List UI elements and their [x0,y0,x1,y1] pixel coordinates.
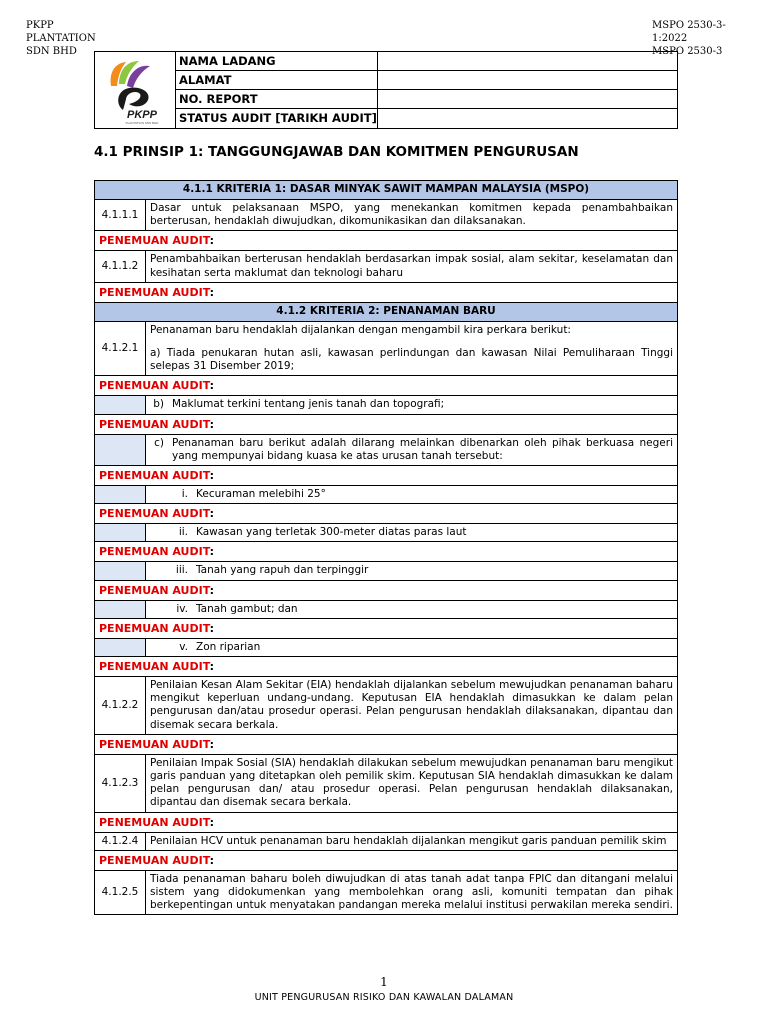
item-text: Kecuraman melebihi 25° [196,488,326,501]
audit-info-table [94,51,678,129]
standard-line-1: MSPO 2530-3- [652,20,726,31]
finding-label: PENEMUAN AUDIT [99,583,210,597]
audit-status-value [377,109,677,128]
criteria-row [95,181,678,200]
finding-row [95,466,678,486]
finding-cell [95,376,678,396]
address-label: ALAMAT [175,71,377,90]
finding-cell [95,580,678,600]
clause-code: 4.1.2.1 [95,321,146,376]
item-marker: c) [154,436,164,449]
info-labels [175,52,378,128]
finding-label: PENEMUAN AUDIT [99,285,210,299]
finding-cell [95,282,678,302]
finding-row [95,580,678,600]
finding-row [95,376,678,396]
finding-row [95,231,678,251]
pkpp-logo [95,52,175,128]
clause-text [146,562,678,580]
clause-row [95,321,678,376]
company-line-3: SDN BHD [26,46,77,57]
clause-code: 4.1.2.4 [95,832,146,850]
clause-text [146,486,678,504]
clause-code [95,396,146,414]
standard-line-3: MSPO 2530-3 [652,46,723,57]
criteria-heading: 4.1.2 KRITERIA 2: PENANAMAN BARU [95,302,678,321]
item-text: Maklumat terkini tentang jenis tanah dan topografi; [172,398,445,411]
clause-text [146,396,678,414]
clause-text [146,524,678,542]
clause-row [95,638,678,656]
finding-cell [95,618,678,638]
clause-row [95,251,678,282]
finding-label: PENEMUAN AUDIT [99,507,210,521]
finding-cell [95,812,678,832]
finding-label: PENEMUAN AUDIT [99,815,210,829]
finding-colon: : [209,468,215,482]
finding-colon: : [209,507,215,521]
clause-intro: Penanaman baru hendaklah dijalankan dengan mengambil kira perkara berikut: [150,323,571,336]
item-marker: b) [153,398,164,411]
clause-text: Penilaian Kesan Alam Sekitar (EIA) hendaklah dijalankan sebelum mewujudkan penanaman baharu mengikut keperluan undang-undang. Keputusan EIA hendaklah dimasukkan ke dalam pelan pengurusan dan/atau prosedur operasi. Pelan pengurusan hendaklah dilaksanakan, dipantau dan disemak secara berkala. [146,677,678,735]
finding-cell [95,850,678,870]
finding-cell [95,231,678,251]
finding-colon: : [209,583,215,597]
item-text: Zon riparian [196,640,261,653]
finding-colon: : [209,234,215,248]
clause-row [95,524,678,542]
clause-row [95,396,678,414]
clause-text [146,321,678,376]
clause-text: Dasar untuk pelaksanaan MSPO, yang menekankan komitmen kepada penambahbaikan berterusan, hendaklah diwujudkan, dikomunikasikan dan dilaksanakan. [146,200,678,231]
clause-code: 4.1.1.2 [95,251,146,282]
clause-row [95,486,678,504]
clause-code [95,486,146,504]
finding-row [95,734,678,754]
clause-row [95,200,678,231]
info-values [377,52,677,128]
item-marker: iii. [175,564,188,577]
finding-cell [95,734,678,754]
clause-code [95,600,146,618]
clause-text [146,638,678,656]
clause-row [95,754,678,812]
clause-code [95,638,146,656]
logo-text: PKPP [127,109,157,121]
finding-label: PENEMUAN AUDIT [99,468,210,482]
clause-code: 4.1.2.5 [95,870,146,915]
finding-cell [95,657,678,677]
paragraph-gap [150,337,673,347]
clause-item-a: a) Tiada penukaran hutan asli, kawasan perlindungan dan kawasan Nilai Pemuliharaan Tinggi selepas 31 Disember 2019; [150,347,673,373]
audit-checklist-table [94,180,678,915]
logo-cell [95,52,176,128]
finding-colon: : [209,815,215,829]
item-marker: ii. [178,526,188,539]
clause-code [95,434,146,465]
finding-label: PENEMUAN AUDIT [99,737,210,751]
audit-status-label: STATUS AUDIT [TARIKH AUDIT] [179,111,377,125]
clause-code: 4.1.1.1 [95,200,146,231]
finding-cell [95,414,678,434]
estate-name-value [377,52,677,71]
item-text: Tanah yang rapuh dan terpinggir [196,564,369,577]
finding-row [95,850,678,870]
logo-tagline: PLANTATION SDN BHD [125,121,159,125]
clause-row [95,600,678,618]
finding-cell [95,466,678,486]
finding-label: PENEMUAN AUDIT [99,545,210,559]
finding-label: PENEMUAN AUDIT [99,853,210,867]
clause-text [146,434,678,465]
clause-row [95,677,678,735]
finding-label: PENEMUAN AUDIT [99,621,210,635]
finding-row [95,542,678,562]
item-text: Kawasan yang terletak 300-meter diatas paras laut [196,526,467,539]
finding-colon: : [209,737,215,751]
clause-text: Penilaian HCV untuk penanaman baru hendaklah dijalankan mengikut garis panduan pemilik skim [146,832,678,850]
clause-text: Penilaian Impak Sosial (SIA) hendaklah dilakukan sebelum mewujudkan penanaman baru mengikut garis panduan yang ditetapkan oleh pemilik skim. Keputusan SIA hendaklah dimasukkan ke dalam pelan pengurusan dan/ atau prosedur operasi. Pelan pengurusan hendaklah dilaksanakan, dipantau dan disemak secara berkala. [146,754,678,812]
finding-colon: : [209,621,215,635]
clause-code [95,524,146,542]
clause-code: 4.1.2.3 [95,754,146,812]
criteria-row [95,302,678,321]
finding-colon: : [209,853,215,867]
finding-row [95,414,678,434]
finding-colon: : [209,659,215,673]
finding-colon: : [209,285,215,299]
clause-row [95,870,678,915]
clause-text [146,600,678,618]
company-line-1: PKPP [26,20,54,31]
finding-label: PENEMUAN AUDIT [99,234,210,248]
page-number: 1 [380,975,388,989]
report-no-value [377,90,677,109]
finding-row [95,618,678,638]
address-value [377,71,677,90]
finding-label: PENEMUAN AUDIT [99,659,210,673]
clause-text: Penambahbaikan berterusan hendaklah berdasarkan impak sosial, alam sekitar, keselamatan dan kesihatan serta maklumat dan teknologi baharu [146,251,678,282]
finding-cell [95,542,678,562]
finding-colon: : [209,379,215,393]
finding-label: PENEMUAN AUDIT [99,379,210,393]
finding-colon: : [209,417,215,431]
finding-row [95,812,678,832]
section-heading: 4.1 PRINSIP 1: TANGGUNGJAWAB DAN KOMITMEN PENGURUSAN [94,144,579,160]
estate-name-label: NAMA LADANG [175,52,377,71]
item-marker: iv. [176,602,188,615]
finding-row [95,282,678,302]
item-text: Penanaman baru berikut adalah dilarang melainkan dibenarkan oleh pihak berkuasa negeri yang mempunyai bidang kuasa ke atas urusan tanah tersebut: [172,436,673,462]
finding-label: PENEMUAN AUDIT [99,417,210,431]
finding-colon: : [209,545,215,559]
running-header-right [652,19,732,57]
clause-row [95,832,678,850]
company-line-2: PLANTATION [26,33,96,44]
item-marker: v. [179,640,188,653]
finding-row [95,504,678,524]
item-text: Tanah gambut; dan [196,602,298,615]
report-no-label: NO. REPORT [175,90,377,109]
clause-code: 4.1.2.2 [95,677,146,735]
finding-row [95,657,678,677]
clause-code [95,562,146,580]
standard-line-2: 1:2022 [652,33,688,44]
clause-text: Tiada penanaman baharu boleh diwujudkan di atas tanah adat tanpa FPIC dan ditangani melalui sistem yang didokumenkan yang membolehkan orang asli, komuniti tempatan dan pihak berkepentingan untuk menyatakan pandangan mereka melalui institusi perwakilan mereka sendiri. [146,870,678,915]
running-header-left [26,19,106,57]
criteria-heading: 4.1.1 KRITERIA 1: DASAR MINYAK SAWIT MAMPAN MALAYSIA (MSPO) [95,181,678,200]
item-marker: i. [181,488,188,501]
clause-row [95,562,678,580]
finding-cell [95,504,678,524]
page-footer: UNIT PENGURUSAN RISIKO DAN KAWALAN DALAMAN [254,992,514,1003]
clause-row [95,434,678,465]
